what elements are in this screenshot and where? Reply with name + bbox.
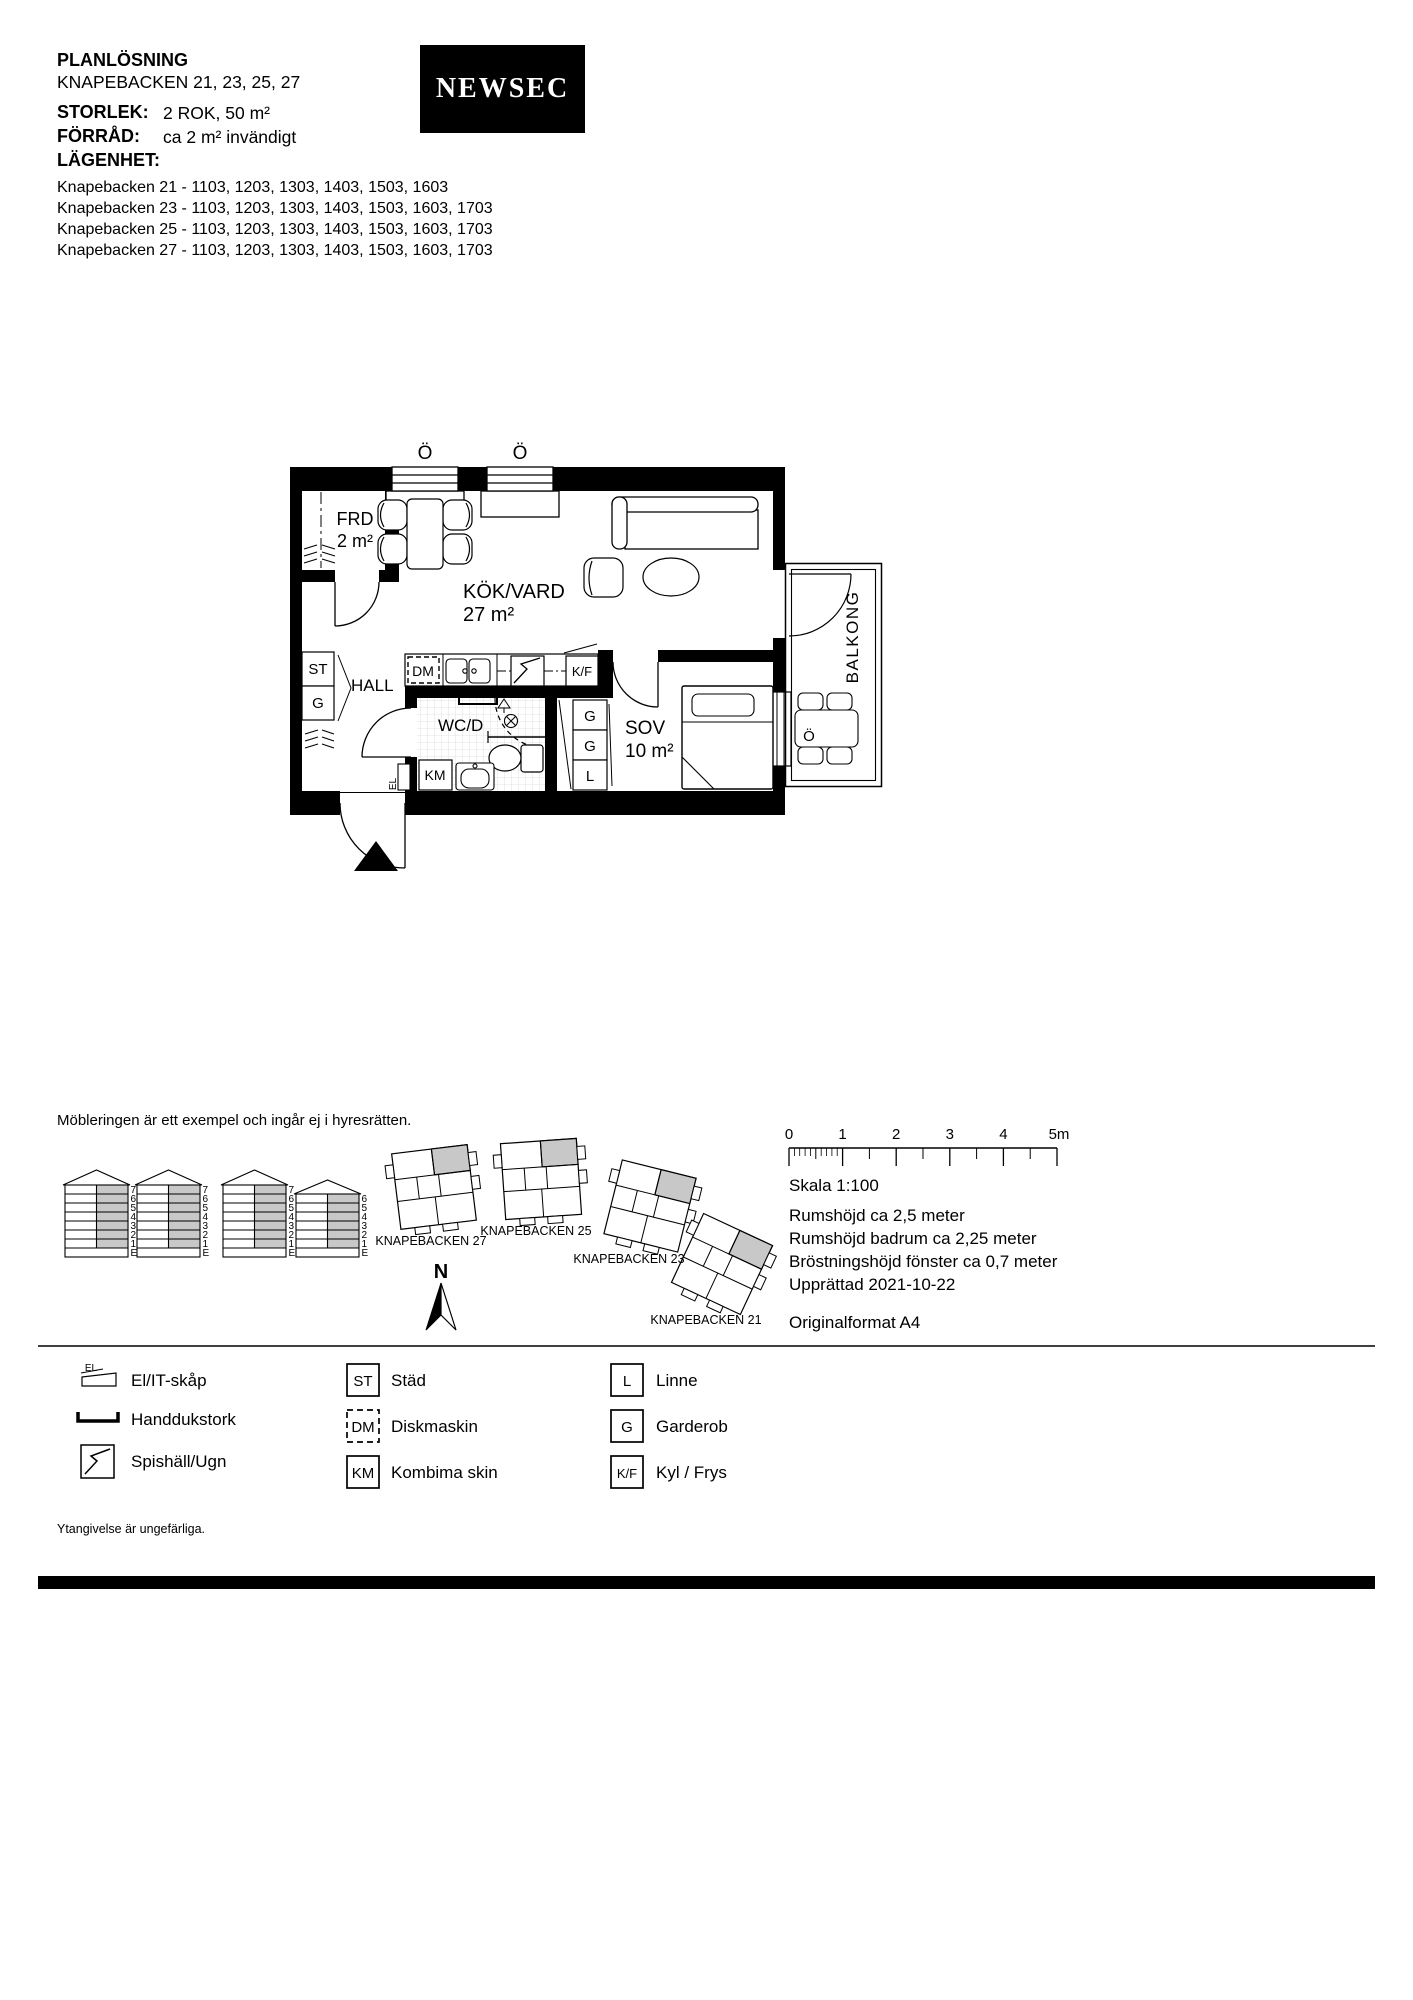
svg-text:5: 5 [202,1203,209,1214]
room-area-frd: 2 m² [337,531,373,551]
bed [682,686,773,789]
format-note: Originalformat A4 [789,1313,921,1332]
svg-text:3: 3 [202,1221,209,1232]
svg-text:3: 3 [130,1221,137,1232]
building-elevations [63,1170,361,1257]
legend-codes [85,1363,637,1482]
svg-text:KM: KM [351,1465,375,1482]
room-label-wcd: WC/D [438,716,484,735]
page-subtitle: KNAPEBACKEN 21, 23, 25, 27 [57,72,301,92]
balcony-door [789,574,851,636]
svg-text:2: 2 [202,1230,209,1241]
svg-text:4: 4 [130,1212,137,1223]
el-cabinet [398,764,410,790]
svg-text:7: 7 [288,1185,295,1196]
page-title: PLANLÖSNING [57,50,189,70]
site-footprint [492,1138,590,1227]
svg-text:2: 2 [130,1230,137,1241]
legend-label-towel-rail: Handdukstork [131,1410,236,1429]
size-value: 2 ROK, 50 m² [163,103,270,123]
svg-text:1: 1 [838,1126,847,1143]
apartment-list-row: Knapebacken 21 - 1103, 1203, 1303, 1403, 1503, 1603 [57,179,449,196]
scale-caption: Skala 1:100 [789,1176,879,1195]
dining-set [378,499,472,569]
room-label-balcony: BALKONG [843,590,862,684]
svg-text:5: 5 [130,1203,137,1214]
apartments-label: LÄGENHET: [57,150,160,170]
storage-value: ca 2 m² invändigt [163,127,297,147]
newsec-logo-text: NEWSEC [435,73,570,104]
svg-text:2: 2 [288,1230,295,1241]
svg-text:4: 4 [999,1126,1008,1143]
entrance-arrow-icon [354,841,398,871]
svg-text:1: 1 [130,1239,137,1250]
svg-text:KNAPEBACKEN 23: KNAPEBACKEN 23 [573,1252,685,1266]
legend-label-diskmaskin: Diskmaskin [391,1417,478,1436]
appliance-label-km: KM [424,767,446,783]
room-label-frd: FRD [336,509,374,529]
svg-text:7: 7 [130,1185,137,1196]
info-line: Rumshöjd badrum ca 2,25 meter [789,1229,1037,1248]
closet-label-st: ST [308,661,328,678]
svg-text:L: L [622,1373,632,1390]
svg-text:6: 6 [288,1194,295,1205]
svg-text:6: 6 [361,1194,368,1205]
scale-bar [789,1148,1057,1166]
svg-text:E: E [202,1248,210,1259]
room-area-kok: 27 m² [463,604,515,626]
svg-text:KNAPEBACKEN 27: KNAPEBACKEN 27 [375,1234,487,1248]
svg-text:E: E [288,1248,296,1259]
svg-text:0: 0 [784,1126,794,1143]
svg-text:2: 2 [892,1126,901,1143]
kitchen-counter [405,644,598,692]
north-arrow-icon [426,1261,456,1330]
building-elevation [135,1170,202,1257]
info-line: Rumshöjd ca 2,5 meter [789,1206,965,1225]
svg-text:5: 5 [361,1203,368,1214]
svg-text:KNAPEBACKEN 21: KNAPEBACKEN 21 [650,1313,762,1327]
svg-text:1: 1 [288,1239,295,1250]
window-label: Ö [803,728,815,745]
info-line: Upprättad 2021-10-22 [789,1275,956,1294]
legend-label-stad: Städ [391,1371,426,1390]
el-label: EL [388,777,399,791]
legend-label-linne: Linne [656,1371,698,1390]
bottom-bar [38,1576,1375,1589]
apartment-list-row: Knapebacken 25 - 1103, 1203, 1303, 1403, 1503, 1603, 1703 [57,221,493,238]
svg-text:1: 1 [361,1239,368,1250]
closet-label-l: L [585,768,595,785]
closet-label-g: G [584,738,596,755]
svg-text:E: E [130,1248,138,1259]
apartment-list-row: Knapebacken 27 - 1103, 1203, 1303, 1403, 1503, 1603, 1703 [57,242,493,259]
room-label-hall: HALL [351,676,394,695]
coffee-table [643,558,699,596]
svg-text:5m: 5m [1048,1126,1070,1143]
size-label: STORLEK: [57,102,149,122]
svg-text:ST: ST [353,1373,373,1390]
svg-text:3: 3 [945,1126,954,1143]
window-label: Ö [417,443,433,464]
apartment-list-row: Knapebacken 23 - 1103, 1203, 1303, 1403, 1503, 1603, 1703 [57,200,493,217]
toilet [489,745,543,772]
armchair [584,558,623,597]
room-label-sov: SOV [625,718,666,739]
bathroom [398,698,545,791]
svg-text:DM: DM [351,1419,375,1436]
appliance-label-dm: DM [412,663,434,679]
svg-text:6: 6 [202,1194,209,1205]
legend-label-el-it: El/IT-skåp [131,1371,207,1390]
closet-label-g: G [584,708,596,725]
frd-details [304,492,335,568]
building-elevation [63,1170,130,1257]
svg-text:3: 3 [288,1221,295,1232]
legend-label-kyl-frys: Kyl / Frys [656,1463,727,1482]
stove-icon [81,1445,114,1478]
footer-note: Ytangivelse är ungefärliga. [57,1522,206,1536]
svg-text:1: 1 [202,1239,209,1250]
building-elevation [294,1180,361,1257]
info-line: Bröstningshöjd fönster ca 0,7 meter [789,1252,1058,1271]
svg-text:KNAPEBACKEN 25: KNAPEBACKEN 25 [480,1224,592,1238]
north-label: N [433,1261,449,1283]
svg-text:2: 2 [361,1230,368,1241]
svg-text:5: 5 [288,1203,295,1214]
scale-bar-ticks [785,1126,1070,1143]
room-area-sov: 10 m² [625,741,674,762]
site-footprint [384,1144,485,1238]
svg-text:G: G [621,1419,633,1436]
washbasin [456,763,494,790]
sofa [612,497,758,549]
building-elevation [221,1170,288,1257]
storage-label: FÖRRÅD: [57,126,140,146]
legend-label-kombimaskin: Kombima skin [391,1463,498,1482]
legend-label-stove: Spishäll/Ugn [131,1452,227,1471]
svg-text:3: 3 [361,1221,368,1232]
appliance-label-kf: K/F [571,664,593,679]
furnishing-note: Möbleringen är ett exempel och ingår ej i hyresrätten. [57,1112,412,1129]
stove-icon [511,656,544,686]
svg-text:6: 6 [130,1194,137,1205]
svg-text:E: E [361,1248,369,1259]
svg-text:4: 4 [202,1212,209,1223]
svg-text:4: 4 [361,1212,368,1223]
window-label: Ö [512,443,528,464]
svg-text:EL: EL [84,1363,98,1374]
legend-label-garderob: Garderob [656,1417,728,1436]
svg-text:4: 4 [288,1212,295,1223]
towel-rail-icon [78,1412,118,1421]
room-label-kok: KÖK/VARD [463,581,565,603]
site-footprint [594,1158,703,1261]
closet-label-g: G [312,695,324,712]
balcony [786,564,882,787]
svg-text:K/F: K/F [616,1466,638,1481]
svg-text:7: 7 [202,1185,209,1196]
